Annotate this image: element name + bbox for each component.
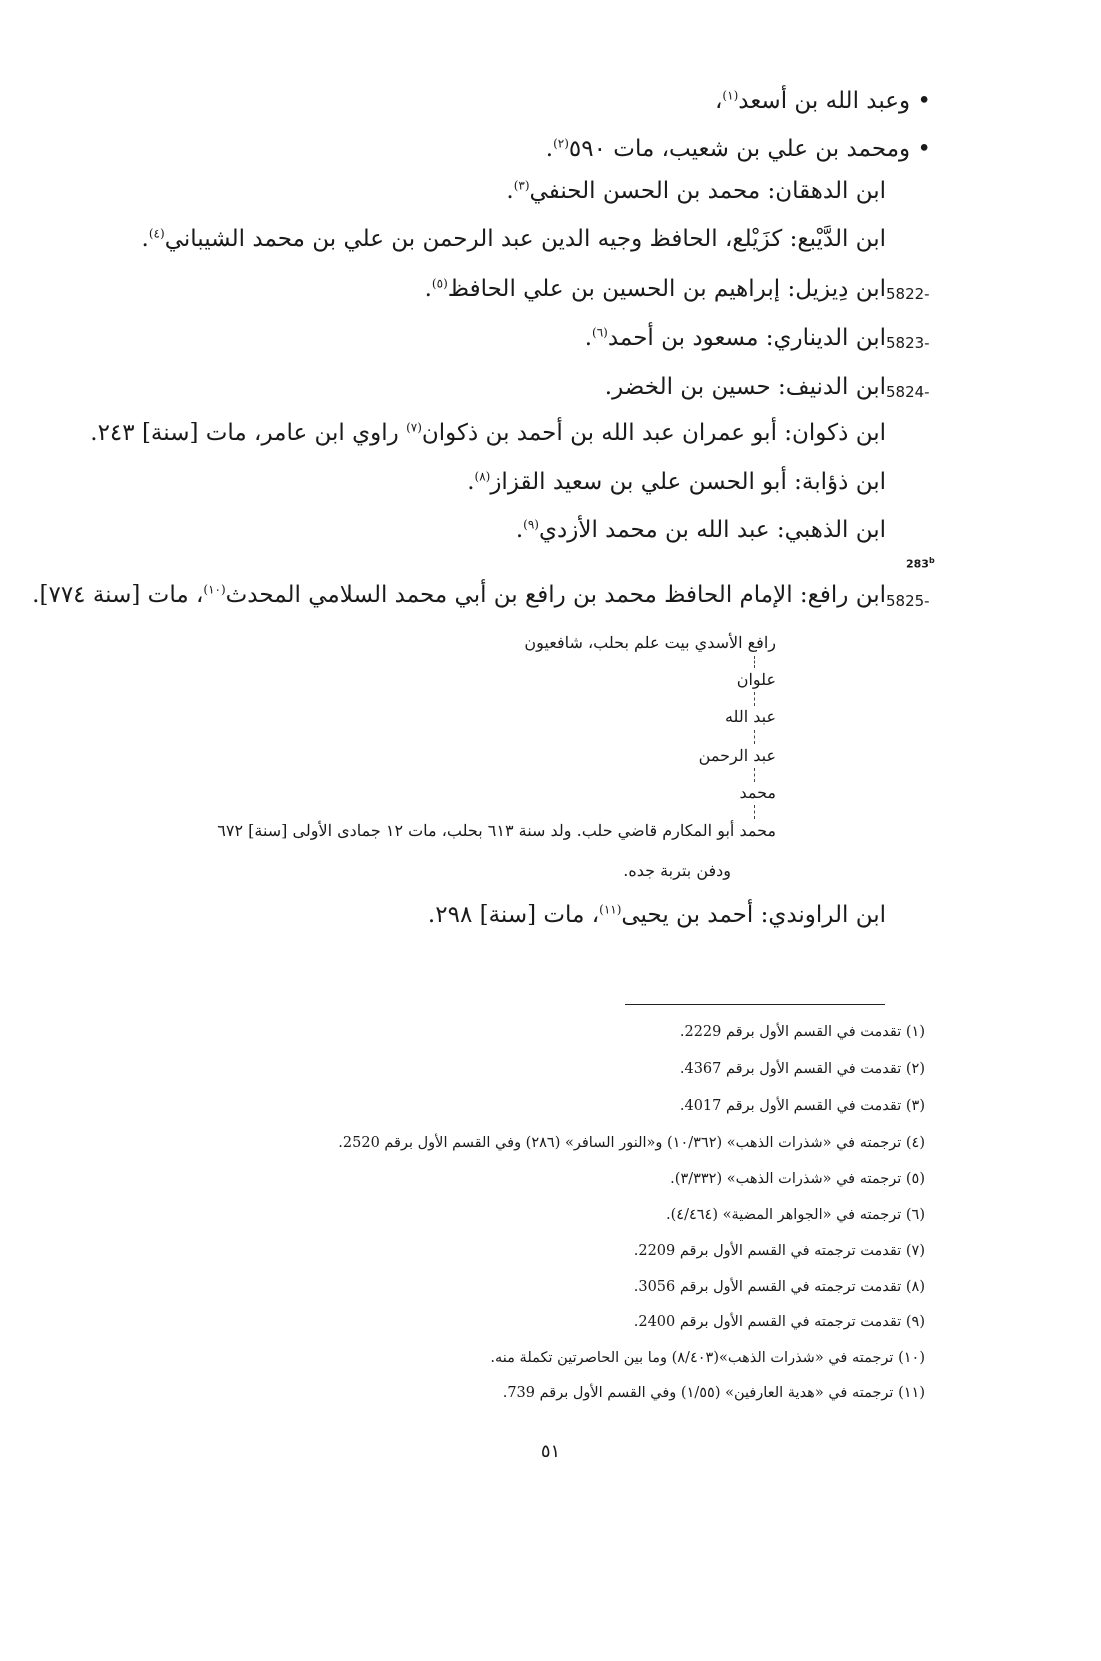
genealogy-connector — [754, 692, 755, 706]
entry-line — [506, 178, 886, 204]
entry-tail: . — [584, 325, 592, 351]
entry-line — [32, 582, 886, 608]
page-marker-number: 283 — [906, 557, 929, 571]
genealogy-node: عبد الله — [724, 707, 776, 726]
genealogy-connector — [754, 805, 755, 819]
footnote-ref[interactable]: (٢) — [553, 136, 569, 151]
footnote: (٦) ترجمته في «الجواهر المضية» (٤/٤٦٤). — [666, 1207, 925, 1223]
footnote: (١١) ترجمته في «هدية العارفين» (١/٥٥) وفي القسم الأول برقم 739. — [502, 1385, 925, 1401]
footnote: (١) تقدمت في القسم الأول برقم 2229. — [679, 1024, 925, 1040]
footnote-separator — [625, 1004, 885, 1005]
entry-text: ابن الديناري: مسعود بن أحمد — [607, 325, 886, 351]
entry-text: ابن الراوندي: أحمد بن يحيى — [621, 902, 886, 928]
entry-text: ابن الدَّيْبع: كزَيْلع، الحافظ وجيه الدين عبد الرحمن بن علي بن محمد الشيباني — [164, 226, 886, 252]
entry-tail: . — [506, 178, 514, 204]
entry-line — [90, 420, 886, 446]
entry-tail: راوي ابن عامر، مات [سنة] ٢٤٣. — [90, 420, 407, 446]
entry-text: ابن رافع: الإمام الحافظ محمد بن رافع بن أبي محمد السلامي المحدث — [225, 582, 886, 608]
entry-line — [585, 325, 886, 351]
entry-line — [605, 374, 886, 400]
footnote-ref[interactable]: (١٠) — [203, 582, 226, 597]
entry-tail: . — [424, 276, 432, 302]
page-number: ٥١ — [540, 1441, 561, 1462]
genealogy-node: علوان — [736, 670, 776, 689]
genealogy-leaf-continued: ودفن بتربة جده. — [623, 861, 731, 880]
footnote-ref[interactable]: (٣) — [513, 178, 530, 193]
footnote: (١٠) ترجمته في «شذرات الذهب»(٨/٤٠٣) وما بين الحاصرتين تكملة منه. — [490, 1350, 925, 1366]
entry-text: ابن ذكوان: أبو عمران عبد الله بن أحمد بن ذكوان — [421, 420, 886, 446]
manuscript-page-marker — [906, 556, 935, 571]
footnote: (٩) تقدمت ترجمته في القسم الأول برقم 2400. — [633, 1314, 925, 1330]
entry-number: 5824- — [886, 383, 930, 401]
entry-line — [516, 517, 886, 543]
entry-line — [546, 136, 931, 162]
entry-text: ابن الذهبي: عبد الله بن محمد الأزدي — [538, 517, 886, 543]
entry-text: ابن الدنيف: حسين بن الخضر. — [604, 374, 886, 400]
entry-line — [715, 88, 931, 114]
entry-line — [425, 276, 886, 302]
entry-number: 5823- — [886, 334, 930, 352]
footnote: (٥) ترجمته في «شذرات الذهب» (٣/٣٣٢). — [670, 1171, 925, 1187]
genealogy-connector — [754, 656, 755, 668]
genealogy-connector — [754, 768, 755, 782]
entry-text: ابن ذؤابة: أبو الحسن علي بن سعيد القزاز — [490, 469, 886, 495]
footnote-ref[interactable]: (٥) — [431, 276, 448, 291]
genealogy-root: رافع الأسدي بيت علم بحلب، شافعيون — [524, 633, 776, 652]
entry-text: ابن الدهقان: محمد بن الحسن الحنفي — [529, 178, 886, 204]
genealogy-node: محمد — [739, 783, 776, 802]
genealogy-connector — [754, 730, 755, 744]
entry-number: 5825- — [886, 592, 930, 610]
page-marker-side: b — [928, 556, 935, 565]
genealogy-node: عبد الرحمن — [698, 746, 776, 765]
entry-tail: ، مات [سنة ٧٧٤]. — [32, 582, 204, 608]
footnote-ref[interactable]: (٨) — [474, 469, 491, 484]
entry-text: • ومحمد بن علي بن شعيب، مات ٥٩٠ — [568, 136, 931, 162]
footnote: (٢) تقدمت في القسم الأول برقم 4367. — [679, 1061, 925, 1077]
entry-number: 5822- — [886, 285, 930, 303]
entry-tail: . — [515, 517, 524, 543]
footnote-ref[interactable]: (٩) — [523, 517, 539, 532]
footnote-ref[interactable]: (٦) — [592, 325, 608, 340]
entry-tail: ، — [714, 88, 723, 114]
footnote-ref[interactable]: (١) — [722, 88, 739, 103]
entry-tail: . — [141, 226, 149, 252]
footnote: (٤) ترجمته في «شذرات الذهب» (١٠/٣٦٢) و«النور السافر» (٢٨٦) وفي القسم الأول برقم 2520. — [338, 1135, 925, 1151]
entry-line — [428, 902, 886, 928]
footnote-ref[interactable]: (١١) — [599, 902, 622, 917]
footnote: (٧) تقدمت ترجمته في القسم الأول برقم 2209. — [633, 1243, 925, 1259]
footnote: (٣) تقدمت في القسم الأول برقم 4017. — [679, 1098, 925, 1114]
entry-line — [142, 226, 886, 252]
entry-tail: . — [545, 136, 554, 162]
genealogy-leaf: محمد أبو المكارم قاضي حلب. ولد سنة ٦١٣ بحلب، مات ١٢ جمادى الأولى [سنة] ٦٧٢ — [217, 821, 776, 840]
footnote-ref[interactable]: (٧) — [406, 420, 422, 435]
entry-tail: . — [467, 469, 475, 495]
entry-text: ابن دِيزيل: إبراهيم بن الحسين بن علي الحافظ — [447, 276, 886, 302]
entry-line — [467, 469, 886, 495]
entry-text: • وعبد الله بن أسعد — [738, 88, 931, 114]
footnote-ref[interactable]: (٤) — [148, 226, 165, 241]
entry-tail: ، مات [سنة] ٢٩٨. — [427, 902, 600, 928]
footnote: (٨) تقدمت ترجمته في القسم الأول برقم 3056. — [633, 1279, 925, 1295]
